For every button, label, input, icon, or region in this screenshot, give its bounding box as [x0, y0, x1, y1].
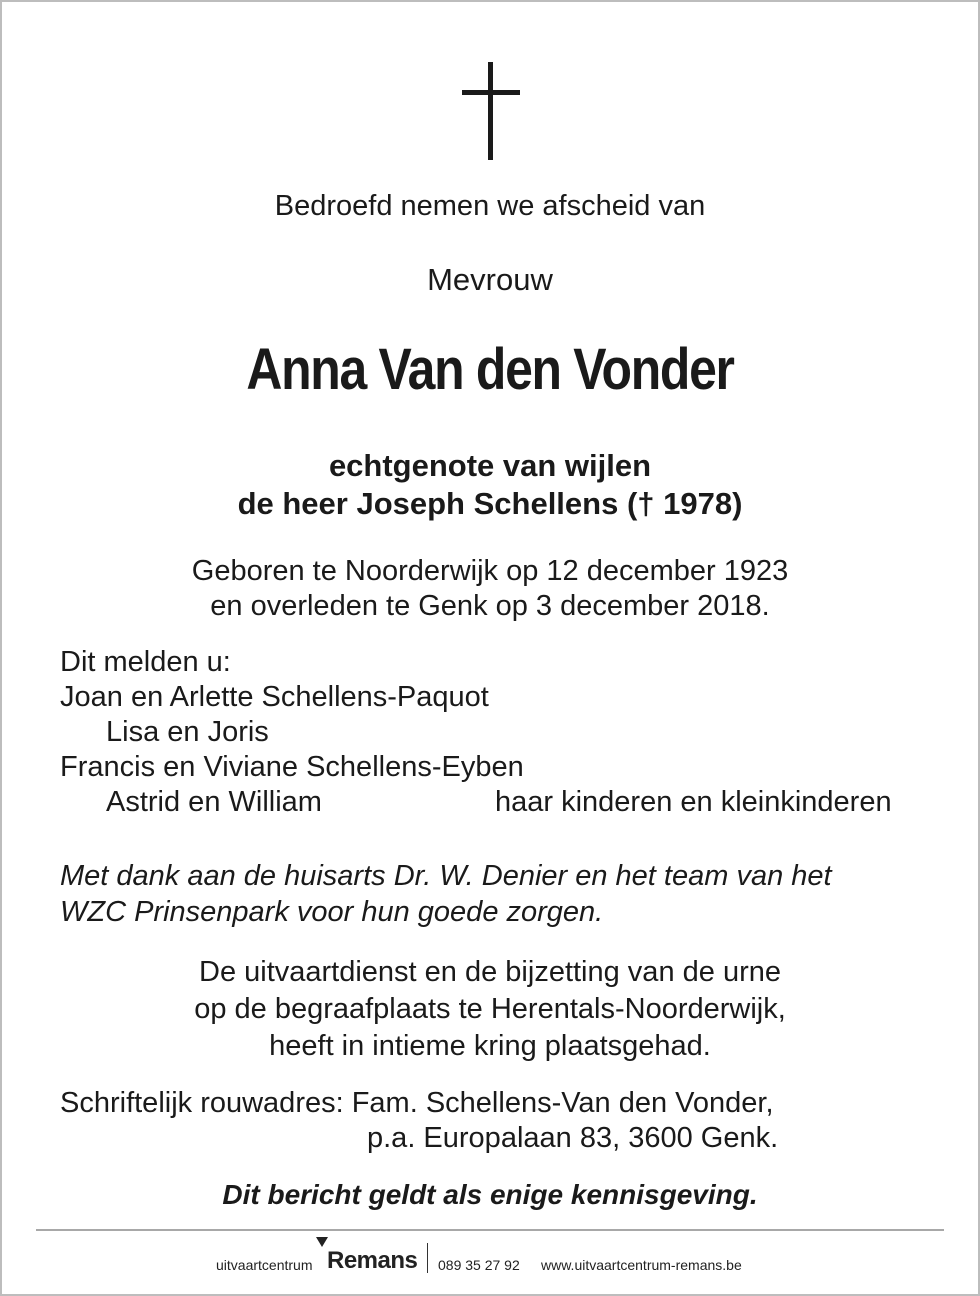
footer: [0, 1245, 980, 1275]
cross-icon: [462, 62, 520, 160]
spouse-line-1: echtgenote van wijlen: [328, 448, 652, 483]
thanks-line-1: Met dank aan de huisarts Dr. W. Denier en het team van het: [60, 860, 832, 892]
footer-brand-name: Remans: [327, 1247, 418, 1274]
family-line: Francis en Viviane Schellens-Eyben: [60, 751, 524, 783]
family-intro: Dit melden u:: [60, 646, 231, 678]
family-line: Astrid en William: [106, 786, 322, 818]
footer-website: www.uitvaartcentrum-remans.be: [541, 1257, 742, 1273]
footer-separator: [427, 1243, 428, 1273]
life-dates: [0, 554, 980, 624]
family-line: Lisa en Joris: [106, 716, 269, 748]
service-line-3: heeft in intieme kring plaatsgehad.: [269, 1030, 711, 1062]
spouse-line-2: de heer Joseph Schellens († 1978): [237, 486, 743, 521]
thanks-text: [60, 858, 832, 930]
thanks-line-2: WZC Prinsenpark voor hun goede zorgen.: [60, 896, 604, 928]
death-line: en overleden te Genk op 3 december 2018.: [210, 590, 770, 622]
address-line-1: Schriftelijk rouwadres: Fam. Schellens-Van den Vonder,: [60, 1087, 774, 1119]
notice-text: Dit bericht geldt als enige kennisgeving.: [222, 1179, 758, 1210]
service-line-1: De uitvaartdienst en de bijzetting van de urne: [199, 956, 781, 988]
family-line: Joan en Arlette Schellens-Paquot: [60, 681, 489, 713]
honorific: Mevrouw: [427, 262, 553, 297]
footer-phone: 089 35 27 92: [438, 1257, 520, 1273]
service-line-2: op de begraafplaats te Herentals-Noorderwijk,: [194, 993, 786, 1025]
deceased-name: Anna Van den Vonder: [246, 337, 734, 402]
footer-divider: [36, 1229, 944, 1231]
footer-brand-prefix: uitvaartcentrum: [216, 1257, 313, 1273]
family-relation: haar kinderen en kleinkinderen: [495, 786, 892, 818]
address-line-2: p.a. Europalaan 83, 3600 Genk.: [367, 1122, 779, 1154]
birth-line: Geboren te Noorderwijk op 12 december 1923: [191, 555, 789, 587]
service-info: [0, 954, 980, 1065]
spouse-info: [0, 447, 980, 523]
mourning-address: [60, 1086, 778, 1156]
triangle-icon: [316, 1237, 328, 1247]
intro-text: Bedroefd nemen we afscheid van: [274, 190, 706, 222]
